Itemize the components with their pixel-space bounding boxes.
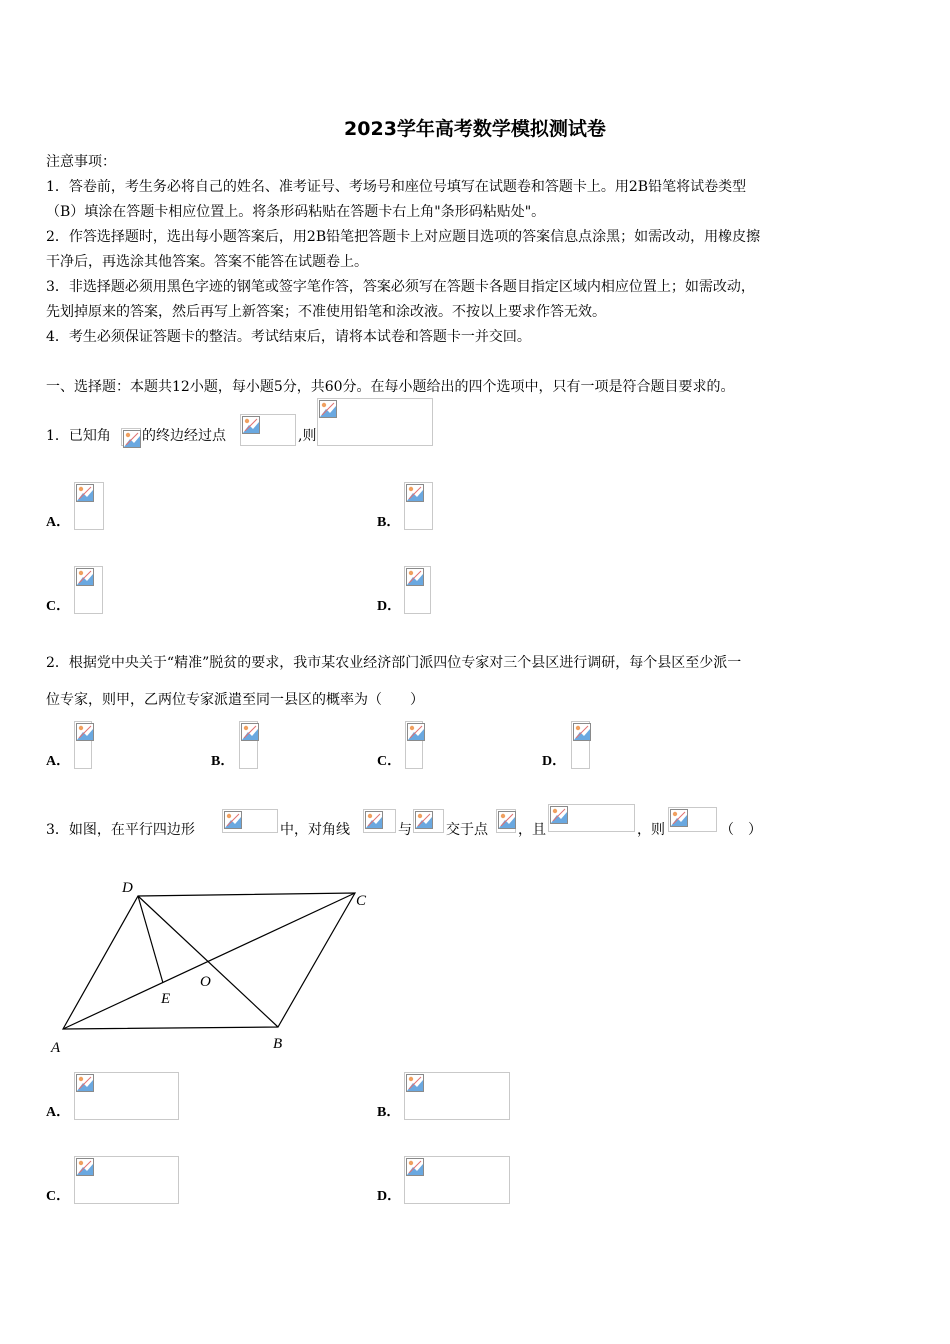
answer-option-image[interactable] (571, 721, 590, 769)
q3-text-4: 交于点 (446, 822, 488, 838)
math-image (240, 414, 296, 446)
label-b: B (273, 1036, 283, 1052)
answer-option-image[interactable] (404, 566, 431, 614)
math-image (222, 809, 278, 833)
option-label: B． (377, 515, 401, 530)
answer-option-image[interactable] (404, 1072, 510, 1120)
broken-image-icon (76, 1158, 94, 1176)
math-image (668, 807, 717, 832)
q2-text-line2: 位专家，则甲，乙两位专家派遣至同一县区的概率为（ ） (46, 692, 424, 708)
answer-option-image[interactable] (74, 1156, 179, 1204)
section-heading: 一、选择题：本题共12小题，每小题5分，共60分。在每小题给出的四个选项中，只有一项是符合题目要求的。 (46, 379, 735, 395)
option-label: D． (542, 754, 567, 769)
diagonal-ac (63, 893, 355, 1029)
option-label: D． (377, 599, 402, 614)
option-label: B． (211, 754, 235, 769)
math-image (363, 809, 396, 833)
q2-text-line1: 2．根据党中央关于“精准”脱贫的要求，我市某农业经济部门派四位专家对三个县区进行调研，每个县区至少派一 (46, 655, 742, 671)
broken-image-icon (573, 723, 591, 741)
broken-image-icon (407, 723, 425, 741)
notice-line: 3．非选择题必须用黑色字迹的钢笔或签字笔作答，答案必须写在答题卡各题目指定区域内相应位置上；如需改动， (46, 279, 755, 295)
broken-image-icon (406, 568, 424, 586)
label-c: C (356, 893, 367, 909)
label-a: A (51, 1040, 61, 1056)
broken-image-icon (415, 811, 433, 829)
label-e: E (161, 991, 171, 1007)
math-image (496, 809, 516, 833)
option-label: B． (377, 1105, 401, 1120)
answer-option-image[interactable] (74, 1072, 179, 1120)
math-image (317, 398, 433, 446)
q1-text-3: ,则 (298, 428, 317, 444)
page-title: 2023学年高考数学模拟测试卷 (344, 118, 606, 140)
broken-image-icon (224, 811, 242, 829)
q1-text-2: 的终边经过点 (142, 428, 226, 444)
label-d: D (122, 880, 133, 896)
broken-image-icon (123, 430, 141, 448)
q3-text-2: 中，对角线 (280, 822, 350, 838)
math-image (548, 804, 635, 832)
broken-image-icon (76, 1074, 94, 1092)
q3-text-3: 与 (398, 822, 412, 838)
notice-line: 2．作答选择题时，选出每小题答案后，用2B铅笔把答题卡上对应题目选项的答案信息点涂黑；如需改动，用橡皮擦 (46, 229, 761, 245)
answer-option-image[interactable] (405, 721, 423, 769)
notice-heading: 注意事项： (46, 154, 116, 170)
label-o: O (200, 974, 211, 990)
diagonal-bd (138, 896, 278, 1027)
notice-line: 4．考生必须保证答题卡的整洁。考试结束后，请将本试卷和答题卡一并交回。 (46, 329, 531, 345)
broken-image-icon (550, 806, 568, 824)
option-label: A． (46, 1105, 71, 1120)
q3-text-6: ，则 (637, 822, 665, 838)
broken-image-icon (406, 1158, 424, 1176)
segment-de (138, 896, 163, 983)
option-label: A． (46, 515, 71, 530)
broken-image-icon (406, 1074, 424, 1092)
option-label: C． (46, 599, 71, 614)
broken-image-icon (76, 723, 94, 741)
math-image (413, 809, 444, 833)
option-label: D． (377, 1189, 402, 1204)
q1-text-1: 1．已知角 (46, 428, 111, 444)
answer-option-image[interactable] (74, 482, 104, 530)
notice-line: 干净后，再选涂其他答案。答案不能答在试题卷上。 (46, 254, 368, 270)
q3-text-7: （ ） (720, 822, 762, 838)
parallelogram-figure (40, 870, 380, 1060)
option-label: A． (46, 754, 71, 769)
option-label: C． (46, 1189, 71, 1204)
math-image (121, 428, 141, 446)
option-label: C． (377, 754, 402, 769)
broken-image-icon (76, 568, 94, 586)
notice-line: 1．答卷前，考生务必将自己的姓名、准考证号、考场号和座位号填写在试题卷和答题卡上。用2B铅笔将试卷类型 (46, 179, 747, 195)
broken-image-icon (319, 400, 337, 418)
answer-option-image[interactable] (239, 721, 258, 769)
broken-image-icon (76, 484, 94, 502)
q3-text-1: 3．如图，在平行四边形 (46, 822, 195, 838)
broken-image-icon (241, 723, 259, 741)
notice-line: 先划掉原来的答案，然后再写上新答案；不准使用铅笔和涂改液。不按以上要求作答无效。 (46, 304, 606, 320)
q3-text-5: ，且 (518, 822, 546, 838)
broken-image-icon (670, 809, 688, 827)
broken-image-icon (365, 811, 383, 829)
notice-line: （B）填涂在答题卡相应位置上。将条形码粘贴在答题卡右上角"条形码粘贴处"。 (46, 204, 546, 220)
answer-option-image[interactable] (404, 1156, 510, 1204)
broken-image-icon (406, 484, 424, 502)
broken-image-icon (498, 811, 516, 829)
answer-option-image[interactable] (74, 566, 103, 614)
broken-image-icon (242, 416, 260, 434)
answer-option-image[interactable] (74, 721, 92, 769)
answer-option-image[interactable] (404, 482, 433, 530)
